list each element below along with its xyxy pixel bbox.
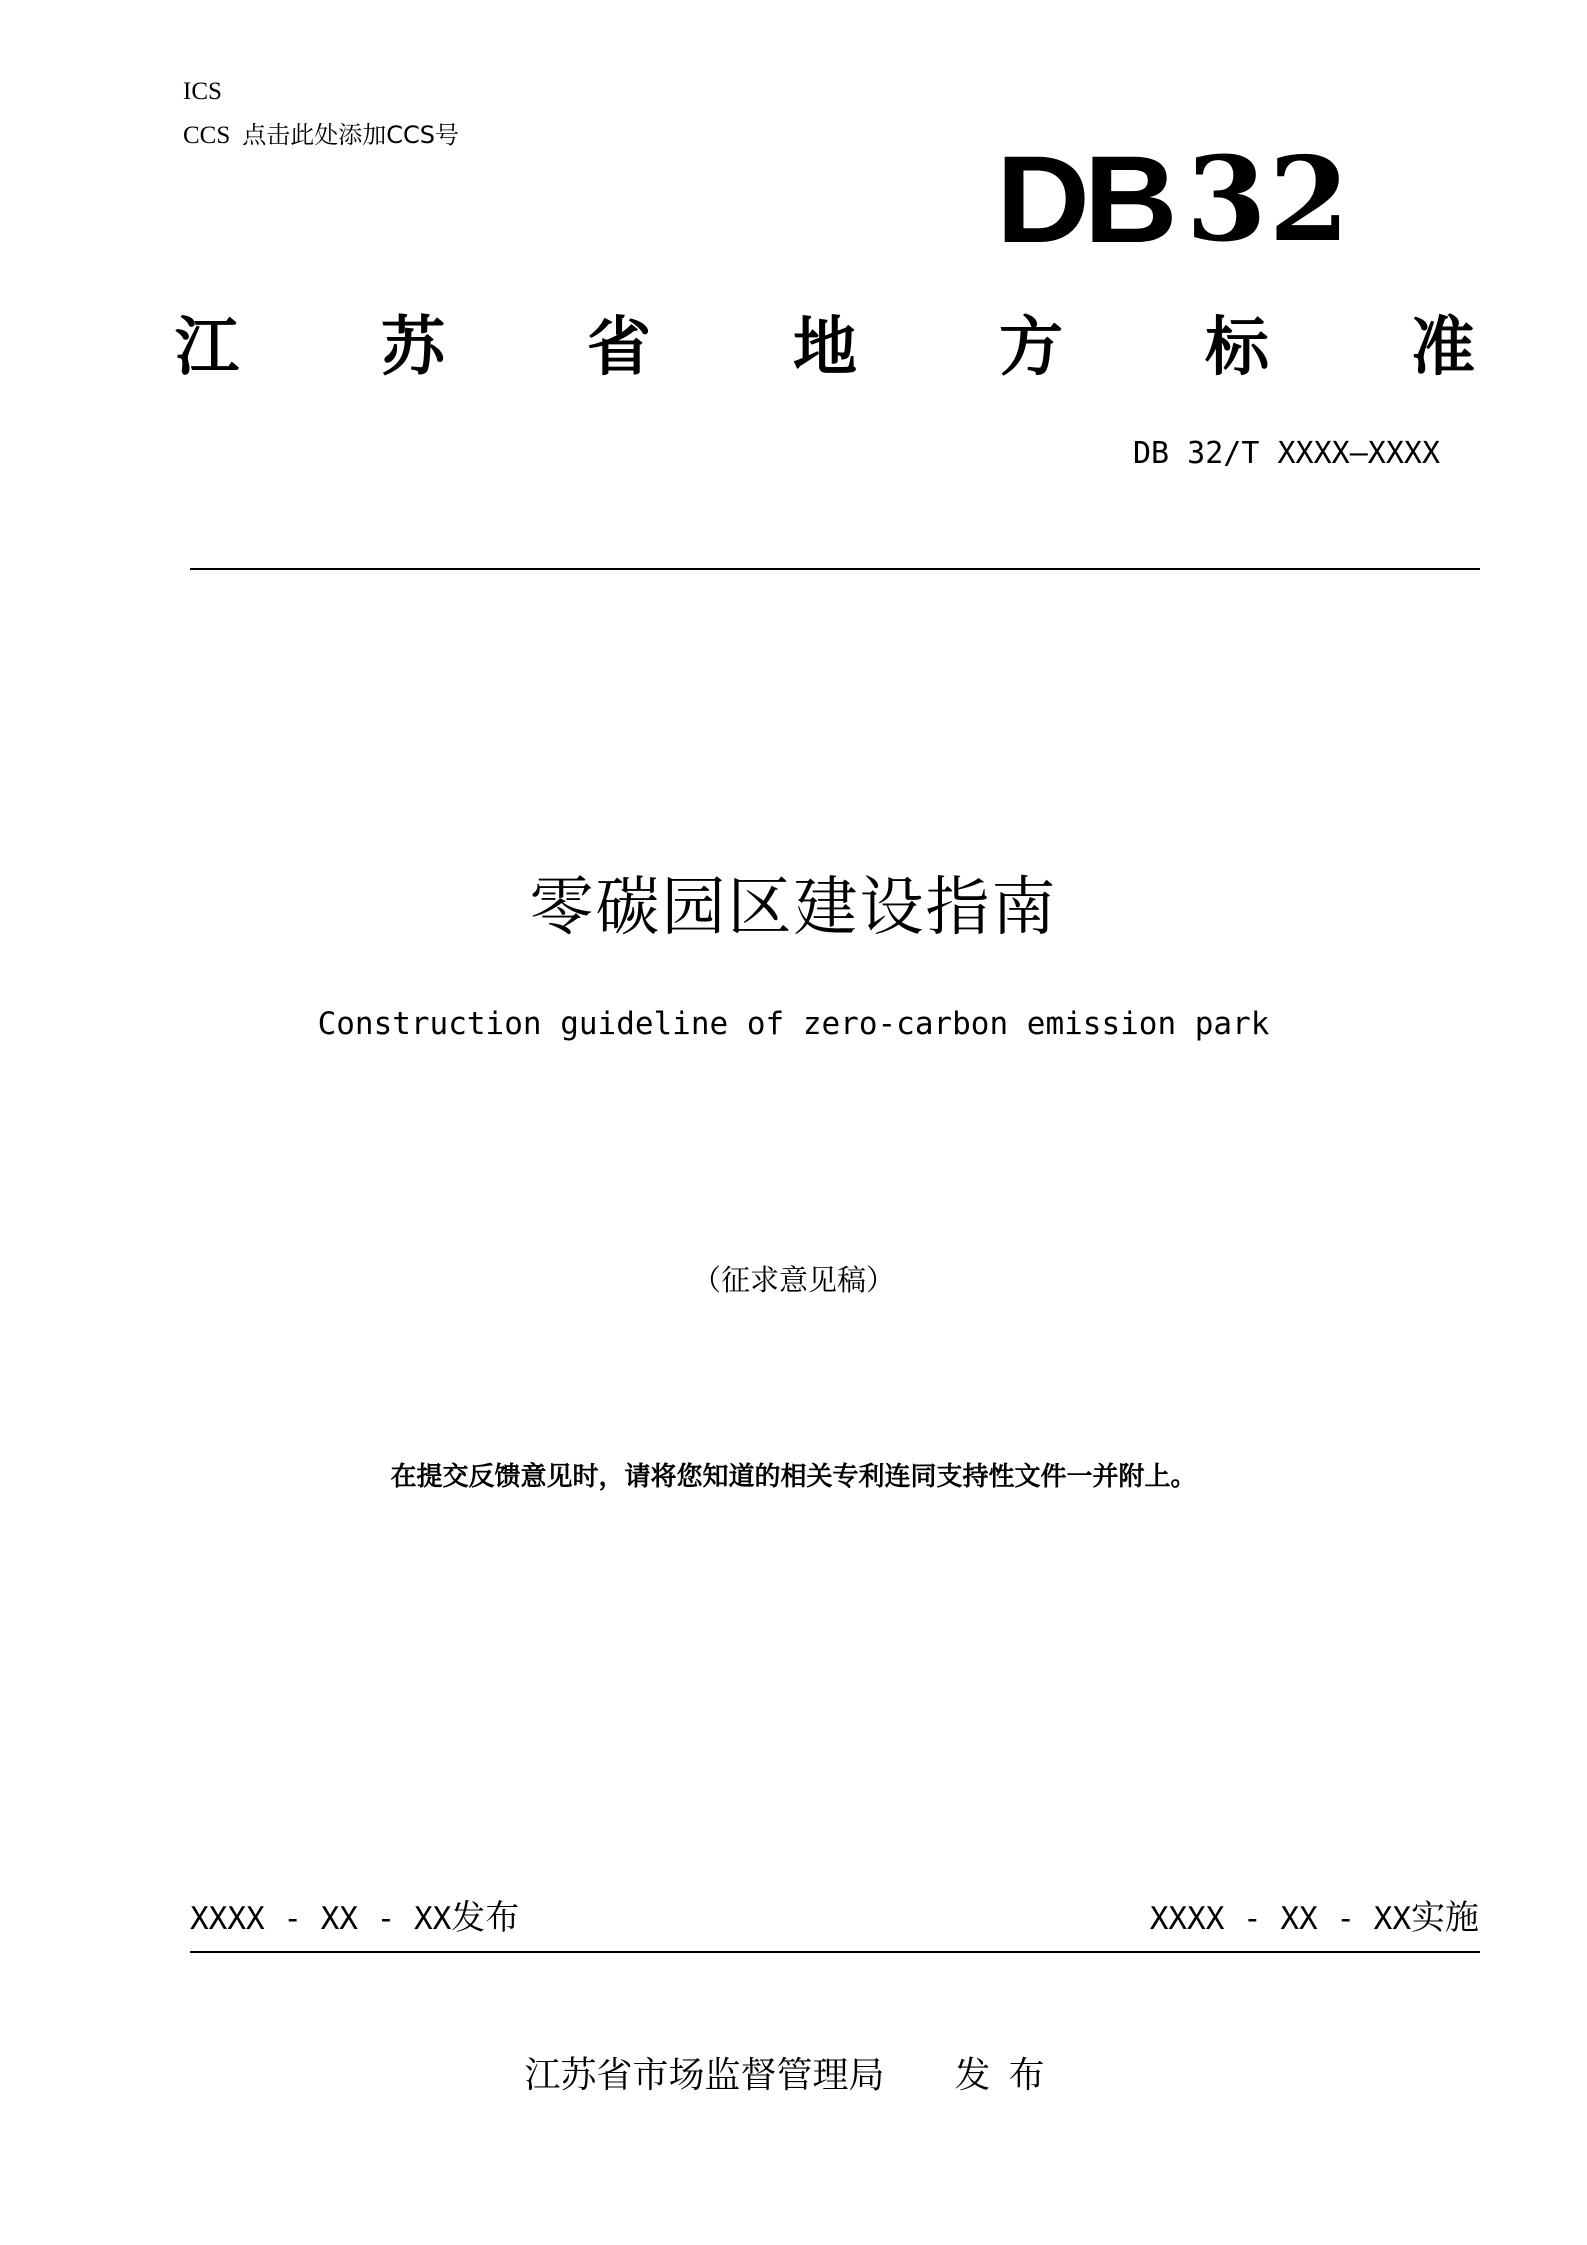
top-divider (190, 568, 1480, 570)
issue-word: 发布 (954, 2055, 1063, 2096)
logo-number: 32 (1186, 132, 1352, 268)
publish-date-value: XXXX - XX - XX (190, 1901, 452, 1937)
bottom-divider (190, 1951, 1480, 1953)
standard-type-title (175, 308, 1475, 388)
standard-char: 苏 (381, 311, 445, 385)
publish-date-label: 发布 (451, 1898, 520, 1938)
effective-date-value: XXXX - XX - XX (1149, 1901, 1411, 1937)
standard-char: 省 (587, 311, 651, 385)
ccs-placeholder[interactable]: 点击此处添加CCS号 (242, 121, 460, 149)
standard-char: 方 (999, 311, 1063, 385)
document-subtitle: Construction guideline of zero-carbon emission park (317, 1006, 1270, 1042)
effective-date-label: 实施 (1411, 1898, 1479, 1938)
standard-char: 标 (1205, 311, 1269, 385)
logo-letters: DB (996, 131, 1172, 269)
effective-date (1150, 1896, 1479, 1941)
db32-logo (996, 131, 1352, 269)
issuer-name: 江苏省市场监督管理局 (524, 2055, 885, 2096)
ccs-label (183, 120, 459, 151)
standard-number: DB 32/T XXXX—XXXX (1132, 436, 1440, 471)
publish-date (190, 1896, 519, 1941)
standard-char: 江 (175, 311, 239, 385)
standard-char: 准 (1411, 311, 1475, 385)
document-title: 零碳园区建设指南 (529, 871, 1058, 945)
issuer-line (0, 2052, 1587, 2100)
standard-char: 地 (793, 311, 857, 385)
draft-status: （征求意见稿） (691, 1263, 895, 1297)
ics-text: ICS (183, 78, 222, 105)
patent-notice: 在提交反馈意见时，请将您知道的相关专利连同支持性文件一并附上。 (390, 1462, 1197, 1492)
ics-label (183, 77, 222, 107)
ccs-text: CCS (183, 122, 231, 149)
